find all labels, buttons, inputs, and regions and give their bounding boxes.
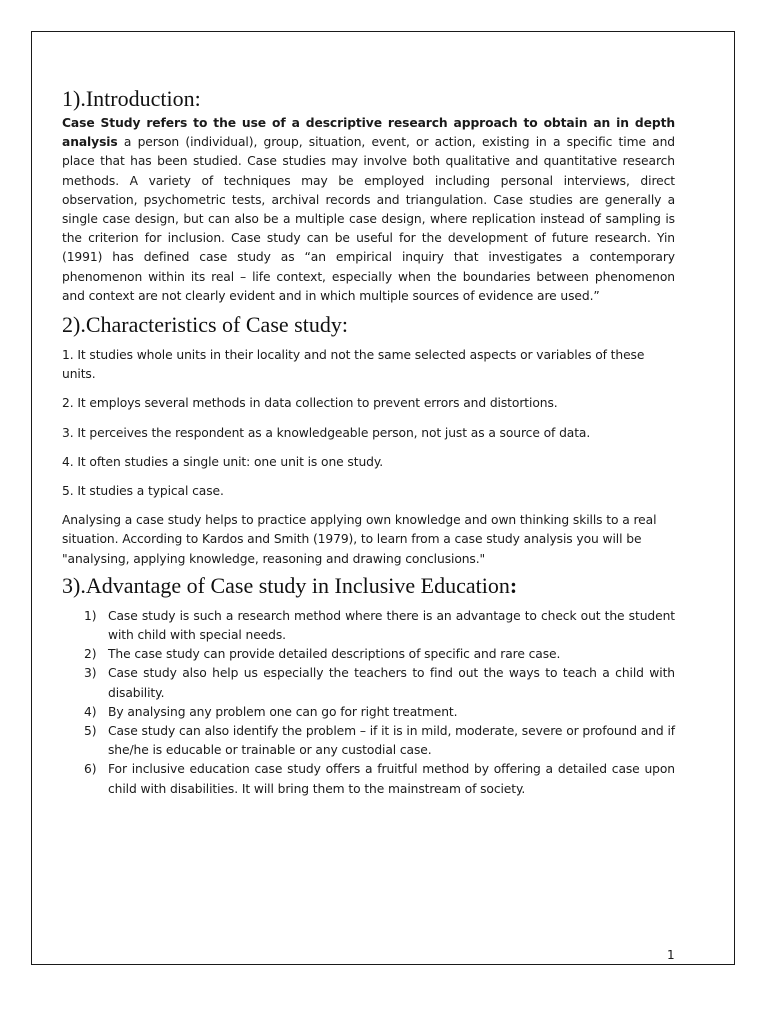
list-item-number: 2) [84, 647, 97, 662]
advantage-title-colon: : [509, 572, 518, 598]
characteristic-item: 4. It often studies a single unit: one unit is one study. [62, 454, 384, 469]
section-advantage-title [62, 573, 675, 599]
list-item-text: Case study can also identify the problem – if it is in mild, moderate, severe or profound and if she/he is educable or trainable or any custodial case. [108, 724, 675, 758]
list-item [62, 645, 675, 664]
list-item-number: 4) [84, 704, 97, 719]
list-item-number: 1) [84, 608, 97, 623]
section-introduction-title: 1).Introduction: [62, 86, 201, 111]
list-item-text: By analysing any problem one can go for right treatment. [108, 704, 458, 719]
list-item-text: Case study is such a research method where there is an advantage to check out the student with child with special needs. [108, 608, 675, 643]
list-item-number: 5) [84, 724, 97, 739]
characteristic-item: 2. It employs several methods in data collection to prevent errors and distortions. [62, 396, 558, 411]
characteristic-item: 3. It perceives the respondent as a knowledgeable person, not just as a source of data. [62, 425, 591, 440]
characteristic-item: 5. It studies a typical case. [62, 484, 224, 499]
analysing-paragraph: Analysing a case study helps to practice applying own knowledge and own thinking skills to a real situation. According to Kardos and Smith (1979), to learn from a case study analysis you will be "analysing, applying knowledge, reasoning and drawing conclusions." [62, 513, 657, 566]
advantage-title-text: 3).Advantage of Case study in Inclusive Education [62, 572, 510, 598]
list-item-text: The case study can provide detailed descriptions of specific and rare case. [108, 647, 561, 662]
characteristic-item: 1. It studies whole units in their locality and not the same selected aspects or variables of these units. [62, 348, 645, 382]
list-item [62, 760, 675, 798]
page-number: 1 [667, 948, 675, 962]
list-item-text: For inclusive education case study offers a fruitful method by offering a detailed case upon child with disabilities. It will bring them to the mainstream of society. [108, 762, 675, 796]
list-item-text: Case study also help us especially the teachers to find out the ways to teach a child with disability. [108, 666, 675, 700]
list-item [62, 607, 675, 645]
advantage-list [62, 607, 675, 799]
list-item [62, 722, 675, 760]
introduction-body: a person (individual), group, situation, event, or action, existing in a specific time and place that has been studied. Case studies may involve both qualitative and quantitative research methods. A variety of techniques may be employed including personal interviews, direct observation, psychometric tests, archival records and triangulation. Case studies are generally a single case design, but can also be a multiple case design, where replication instead of sampling is the criterion for inclusion. Case study can be useful for the development of future research. Yin (1991) has defined case study as “an empirical inquiry that investigates a contemporary phenomenon within its real – life context, especially when the boundaries between phenomenon and context are not clearly evident and in which multiple sources of evidence are used.” [62, 135, 675, 303]
introduction-bold-lead: Case Study refers to the use of a descriptive research approach to obtain an in depth analysis [62, 116, 675, 150]
introduction-paragraph [62, 114, 675, 306]
section-characteristics-title: 2).Characteristics of Case study: [62, 312, 348, 338]
list-item [62, 664, 675, 702]
document-content [62, 86, 675, 799]
list-item-number: 3) [84, 666, 97, 681]
list-item [62, 703, 675, 722]
list-item-number: 6) [84, 762, 97, 777]
